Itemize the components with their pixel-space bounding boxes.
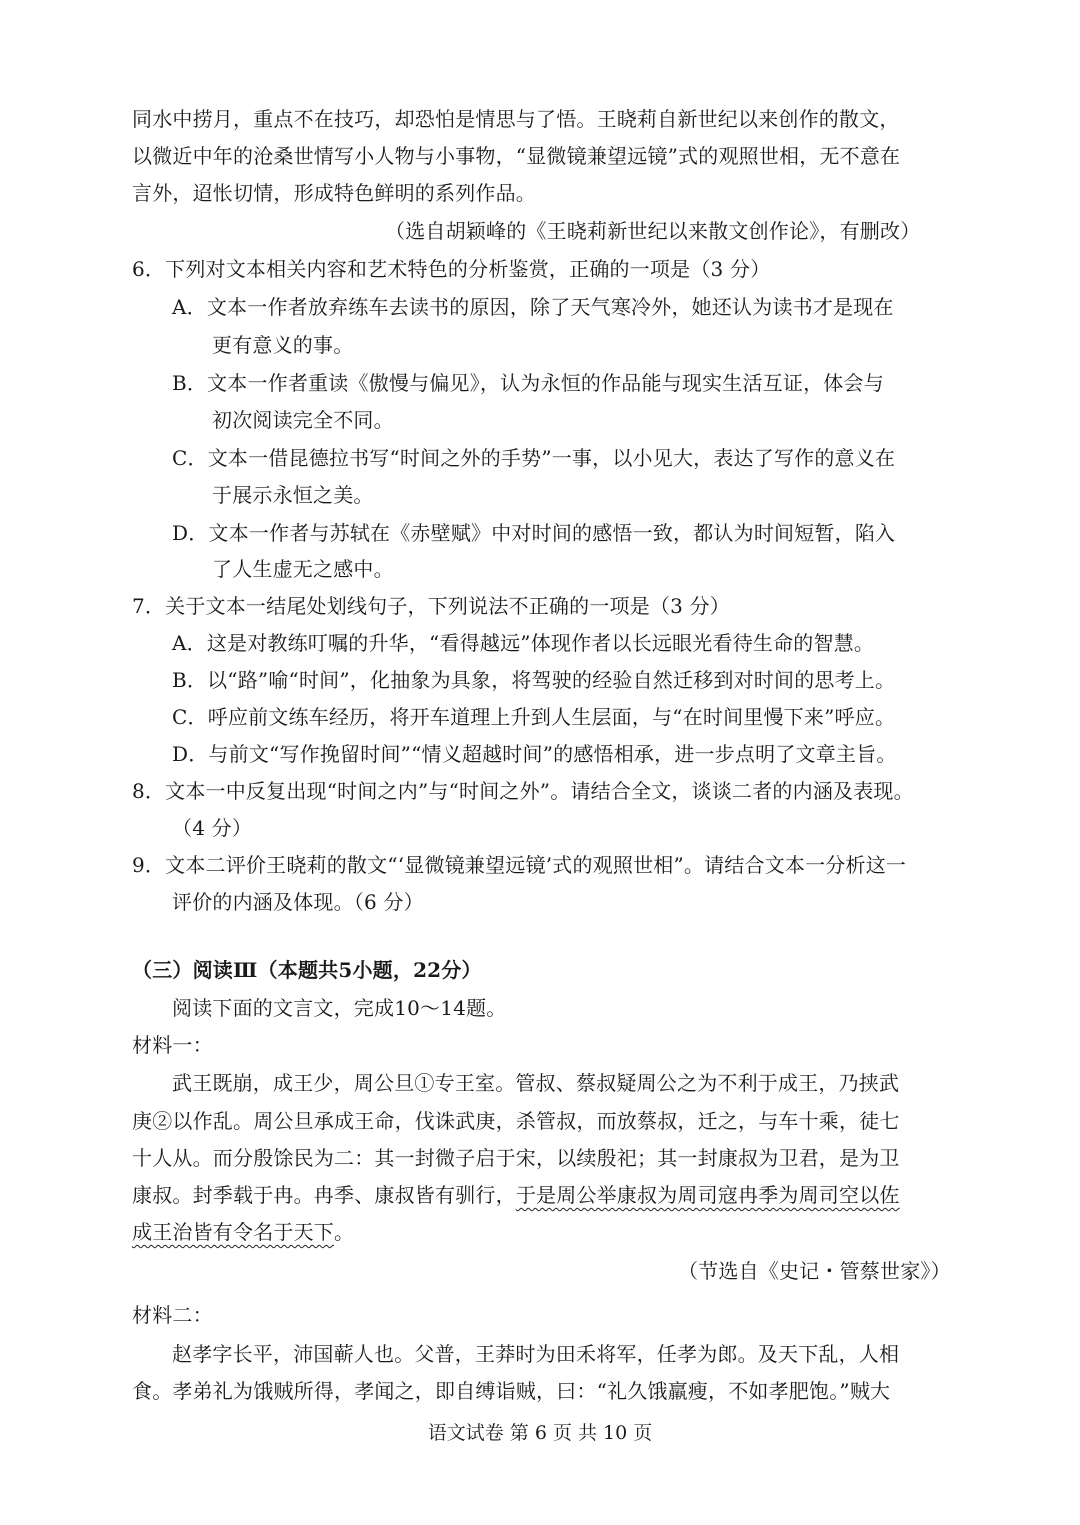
q7-option-a: A．这是对教练叮嘱的升华，“看得越远”体现作者以长远眼光看待生命的智慧。 <box>172 631 875 655</box>
material-1-line-2: 庚②以作乱。周公旦承成王命，伐诛武庚，杀管叔，而放蔡叔，迁之，与车十乘，徒七 <box>132 1109 900 1133</box>
material-1-wavy-sentence-part2: 成王治皆有令名于天下 <box>132 1220 334 1244</box>
section-3-instruction: 阅读下面的文言文，完成10～14题。 <box>172 996 507 1020</box>
q6-option-d-line2: 了人生虚无之感中。 <box>212 557 394 581</box>
material-1-line-4-plain: 康叔。封季载于冉。冉季、康叔皆有驯行， <box>132 1183 516 1207</box>
material-1-line-5-end: 。 <box>334 1220 355 1244</box>
page-footer: 语文试卷 第 6 页 共 10 页 <box>427 1422 653 1444</box>
q6-option-b-line2: 初次阅读完全不同。 <box>212 408 394 432</box>
q8-line-1: 8．文本一中反复出现“时间之内”与“时间之外”。请结合全文，谈谈二者的内涵及表现。 <box>132 779 914 803</box>
material-1-line-4 <box>132 1180 900 1210</box>
passage-line-2: 以微近中年的沧桑世情写小人物与小事物，“显微镜兼望远镜”式的观照世相，无不意在 <box>132 144 901 168</box>
material-1-line-1: 武王既崩，成王少，周公旦①专王室。管叔、蔡叔疑周公之为不利于成王，乃挟武 <box>172 1071 900 1095</box>
q6-option-a-line2: 更有意义的事。 <box>212 333 354 357</box>
material-1-line-3: 十人从。而分殷馀民为二：其一封微子启于宋，以续殷祀；其一封康叔为卫君，是为卫 <box>132 1146 900 1170</box>
q6-stem: 6．下列对文本相关内容和艺术特色的分析鉴赏，正确的一项是（3 分） <box>132 257 771 281</box>
material-2-label: 材料二： <box>132 1303 213 1327</box>
passage-line-1: 同水中捞月，重点不在技巧，却恐怕是情思与了悟。王晓莉自新世纪以来创作的散文， <box>132 107 900 131</box>
q6-option-b-line1: B．文本一作者重读《傲慢与偏见》，认为永恒的作品能与现实生活互证，体会与 <box>172 371 884 395</box>
material-2-line-1: 赵孝字长平，沛国蕲人也。父普，王莽时为田禾将军，任孝为郎。及天下乱，人相 <box>172 1342 900 1366</box>
section-3-title: （三）阅读Ⅲ（本题共5小题，22分） <box>132 958 482 982</box>
q7-stem: 7．关于文本一结尾处划线句子，下列说法不正确的一项是（3 分） <box>132 594 731 618</box>
q6-option-c-line2: 于展示永恒之美。 <box>212 483 374 507</box>
q7-option-d: D．与前文“写作挽留时间”“情义超越时间”的感悟相承，进一步点明了文章主旨。 <box>172 742 897 766</box>
passage-source: （选自胡颖峰的《王晓莉新世纪以来散文创作论》，有删改） <box>385 219 921 243</box>
passage-line-3: 言外，迢怅切情，形成特色鲜明的系列作品。 <box>132 181 536 205</box>
q7-option-b: B．以“路”喻“时间”，化抽象为具象，将驾驶的经验自然迁移到对时间的思考上。 <box>172 668 896 692</box>
q6-option-a-line1: A．文本一作者放弃练车去读书的原因，除了天气寒冷外，她还认为读书才是现在 <box>172 295 894 319</box>
material-1-source: （节选自《史记・管蔡世家》） <box>678 1259 951 1283</box>
material-1-line-5 <box>132 1217 354 1247</box>
q8-line-2: （4 分） <box>172 816 253 840</box>
q6-option-d-line1: D．文本一作者与苏轼在《赤壁赋》中对时间的感悟一致，都认为时间短暂，陷入 <box>172 521 896 545</box>
q7-option-c: C．呼应前文练车经历，将开车道理上升到人生层面，与“在时间里慢下来”呼应。 <box>172 705 896 729</box>
q9-line-1: 9．文本二评价王晓莉的散文“‘显微镜兼望远镜’式的观照世相”。请结合文本一分析这一 <box>132 853 907 877</box>
q9-line-2: 评价的内涵及体现。（6 分） <box>172 890 424 914</box>
material-2-line-2: 食。孝弟礼为饿贼所得，孝闻之，即自缚诣贼，曰：“礼久饿羸瘦，不如孝肥饱。”贼大 <box>132 1379 891 1403</box>
q6-option-c-line1: C．文本一借昆德拉书写“时间之外的手势”一事，以小见大，表达了写作的意义在 <box>172 446 896 470</box>
material-1-wavy-sentence-part1: 于是周公举康叔为周司寇冉季为周司空以佐 <box>515 1183 900 1207</box>
material-1-label: 材料一： <box>132 1033 213 1057</box>
